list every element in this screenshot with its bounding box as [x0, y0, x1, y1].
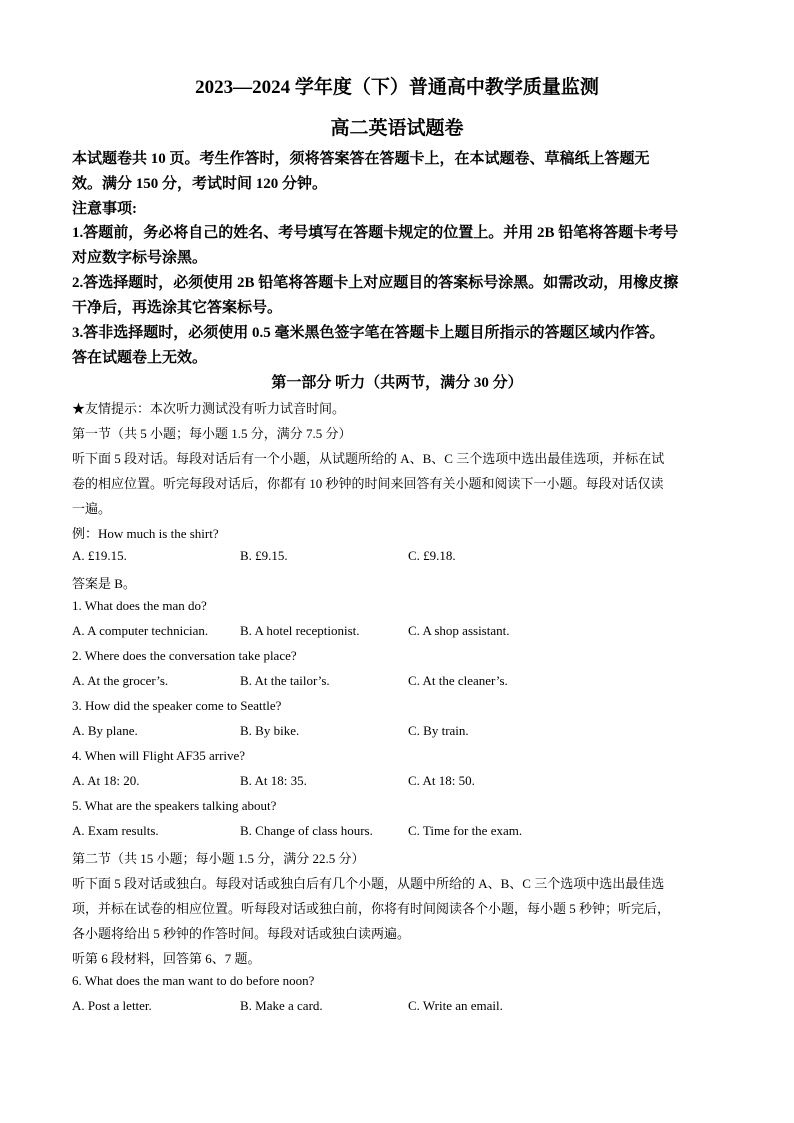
- question-2-option-b: B. At the tailor’s.: [240, 673, 330, 688]
- question-3-option-b: B. By bike.: [240, 723, 300, 738]
- section2-instruction-1: 听下面 5 段对话或独白。每段对话或独白后有几个小题，从题中所给的 A、B、C 三个选项中选出最佳选: [72, 876, 665, 891]
- example-answer: 答案是 B。: [72, 576, 136, 591]
- question-6: 6. What does the man want to do before noon?: [72, 973, 315, 988]
- question-1-option-b: B. A hotel receptionist.: [240, 623, 360, 638]
- note-2-line-1: 2.答选择题时，必须使用 2B 铅笔将答题卡上对应题目的答案标号涂黑。如需改动，用橡皮擦: [72, 275, 679, 291]
- section1-instruction-3: 一遍。: [72, 501, 112, 516]
- question-6-option-b: B. Make a card.: [240, 998, 323, 1013]
- notes-heading: 注意事项:: [72, 201, 137, 217]
- question-6-option-c: C. Write an email.: [408, 998, 503, 1013]
- question-2-option-c: C. At the cleaner’s.: [408, 673, 508, 688]
- question-3: 3. How did the speaker come to Seattle?: [72, 698, 282, 713]
- section2-instruction-3: 各小题将给出 5 秒钟的作答时间。每段对话或独白读两遍。: [72, 926, 411, 941]
- example-option-a: A. £19.15.: [72, 548, 127, 563]
- example-option-c: C. £9.18.: [408, 548, 456, 563]
- section1-instruction-2: 卷的相应位置。听完每段对话后，你都有 10 秒钟的时间来回答有关小题和阅读下一小题。每段对话仅读: [72, 476, 664, 491]
- question-4-option-b: B. At 18: 35.: [240, 773, 307, 788]
- note-2-line-2: 干净后，再选涂其它答案标号。: [72, 300, 283, 316]
- section2-heading: 第二节（共 15 小题；每小题 1.5 分，满分 22.5 分）: [72, 851, 365, 866]
- question-5-option-b: B. Change of class hours.: [240, 823, 373, 838]
- example-question: 例：How much is the shirt?: [72, 526, 219, 541]
- question-2: 2. Where does the conversation take place?: [72, 648, 297, 663]
- question-2-option-a: A. At the grocer’s.: [72, 673, 169, 688]
- question-4-option-c: C. At 18: 50.: [408, 773, 475, 788]
- question-5-option-a: A. Exam results.: [72, 823, 159, 838]
- section2-material-6: 听第 6 段材料，回答第 6、7 题。: [72, 951, 261, 966]
- part1-heading: 第一部分 听力（共两节，满分 30 分）: [271, 375, 523, 391]
- section2-instruction-2: 项，并标在试卷的相应位置。听每段对话或独白前，你将有时间阅读各个小题，每小题 5 秒钟；听完后，: [72, 901, 671, 916]
- note-1-line-2: 对应数字标号涂黑。: [72, 250, 208, 266]
- question-4-option-a: A. At 18: 20.: [72, 773, 140, 788]
- section1-heading: 第一节（共 5 小题；每小题 1.5 分，满分 7.5 分）: [72, 426, 352, 441]
- question-1: 1. What does the man do?: [72, 598, 207, 613]
- question-4: 4. When will Flight AF35 arrive?: [72, 748, 246, 763]
- intro-line-1: 本试题卷共 10 页。考生作答时，须将答案答在答题卡上，在本试题卷、草稿纸上答题无: [72, 151, 650, 167]
- note-3-line-1: 3.答非选择题时，必须使用 0.5 毫米黑色签字笔在答题卡上题目所指示的答题区域内作答。: [72, 325, 665, 341]
- question-3-option-a: A. By plane.: [72, 723, 138, 738]
- exam-title: 2023—2024 学年度（下）普通高中教学质量监测: [195, 77, 599, 98]
- intro-line-2: 效。满分 150 分，考试时间 120 分钟。: [72, 176, 328, 192]
- exam-subtitle: 高二英语试题卷: [330, 118, 464, 139]
- question-5-option-c: C. Time for the exam.: [408, 823, 523, 838]
- question-5: 5. What are the speakers talking about?: [72, 798, 277, 813]
- section1-instruction-1: 听下面 5 段对话。每段对话后有一个小题，从试题所给的 A、B、C 三个选项中选出最佳选项，并标在试: [72, 451, 665, 466]
- note-3-line-2: 答在试题卷上无效。: [72, 350, 208, 366]
- question-1-option-a: A. A computer technician.: [72, 623, 209, 638]
- question-1-option-c: C. A shop assistant.: [408, 623, 510, 638]
- example-option-b: B. £9.15.: [240, 548, 288, 563]
- question-6-option-a: A. Post a letter.: [72, 998, 152, 1013]
- note-1-line-1: 1.答题前，务必将自己的姓名、考号填写在答题卡规定的位置上。并用 2B 铅笔将答题卡考号: [72, 225, 679, 241]
- question-3-option-c: C. By train.: [408, 723, 469, 738]
- listening-tip: ★友情提示：本次听力测试没有听力试音时间。: [72, 401, 346, 416]
